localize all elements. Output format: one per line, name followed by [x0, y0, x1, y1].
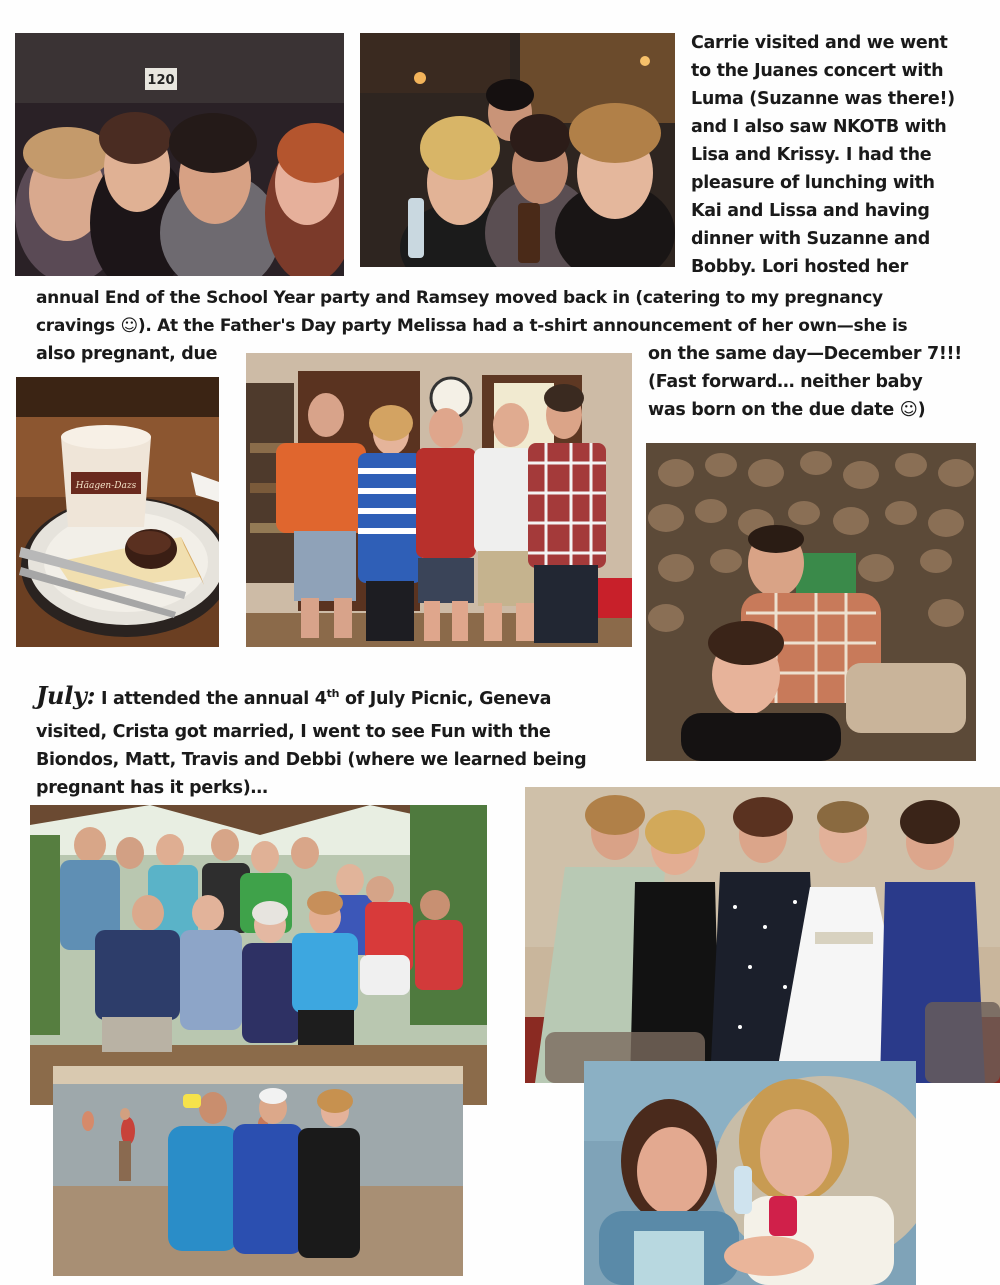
text-segment: I attended the annual 4: [101, 689, 327, 709]
text-line: cravings ☺). At the Father's Day party Melissa had a t-shirt announcement of her own—she is: [36, 316, 908, 336]
photo-two-women-couch: [584, 1061, 916, 1285]
photo-ice-cream-cheesecake: [16, 377, 219, 647]
text-line: Luma (Suzanne was there!): [691, 89, 955, 109]
text-line: pregnant has it perks)…: [36, 778, 268, 798]
ice-cream-brand-label: Häagen-Dazs: [75, 481, 137, 491]
text-line: dinner with Suzanne and: [691, 229, 930, 249]
text-line: was born on the due date ☺): [648, 400, 926, 420]
text-line: and I also saw NKOTB with: [691, 117, 947, 137]
photo-beach: [53, 1066, 463, 1276]
text-segment: of July Picnic, Geneva: [339, 689, 552, 709]
text-line: Lisa and Krissy. I had the: [691, 145, 932, 165]
month-label-july: July:: [36, 681, 96, 710]
text-line: to the Juanes concert with: [691, 61, 944, 81]
photo-picnic-group: [30, 805, 487, 1105]
section-number-sign: 120: [147, 73, 175, 88]
text-line: Biondos, Matt, Travis and Debbi (where we learned being: [36, 750, 587, 770]
photo-wedding-group: [525, 787, 1000, 1083]
text-line: Bobby. Lori hosted her: [691, 257, 908, 277]
text-line: Kai and Lissa and having: [691, 201, 930, 221]
text-line: pleasure of lunching with: [691, 173, 935, 193]
photo-concert-crowd-selfie: [646, 443, 976, 761]
text-line: Carrie visited and we went: [691, 33, 948, 53]
text-line: visited, Crista got married, I went to see Fun with the: [36, 722, 551, 742]
text-line: also pregnant, due: [36, 344, 218, 364]
july-text-line-1: [36, 682, 551, 713]
ordinal-suffix: th: [326, 687, 340, 701]
text-line: on the same day—December 7!!!: [648, 344, 962, 364]
text-line: (Fast forward… neither baby: [648, 372, 923, 392]
text-line: annual End of the School Year party and Ramsey moved back in (catering to my pregnancy: [36, 288, 883, 308]
photo-bar-group: [360, 33, 675, 267]
photo-family-indoors: [246, 353, 632, 647]
photo-concert-selfie: [15, 33, 344, 276]
